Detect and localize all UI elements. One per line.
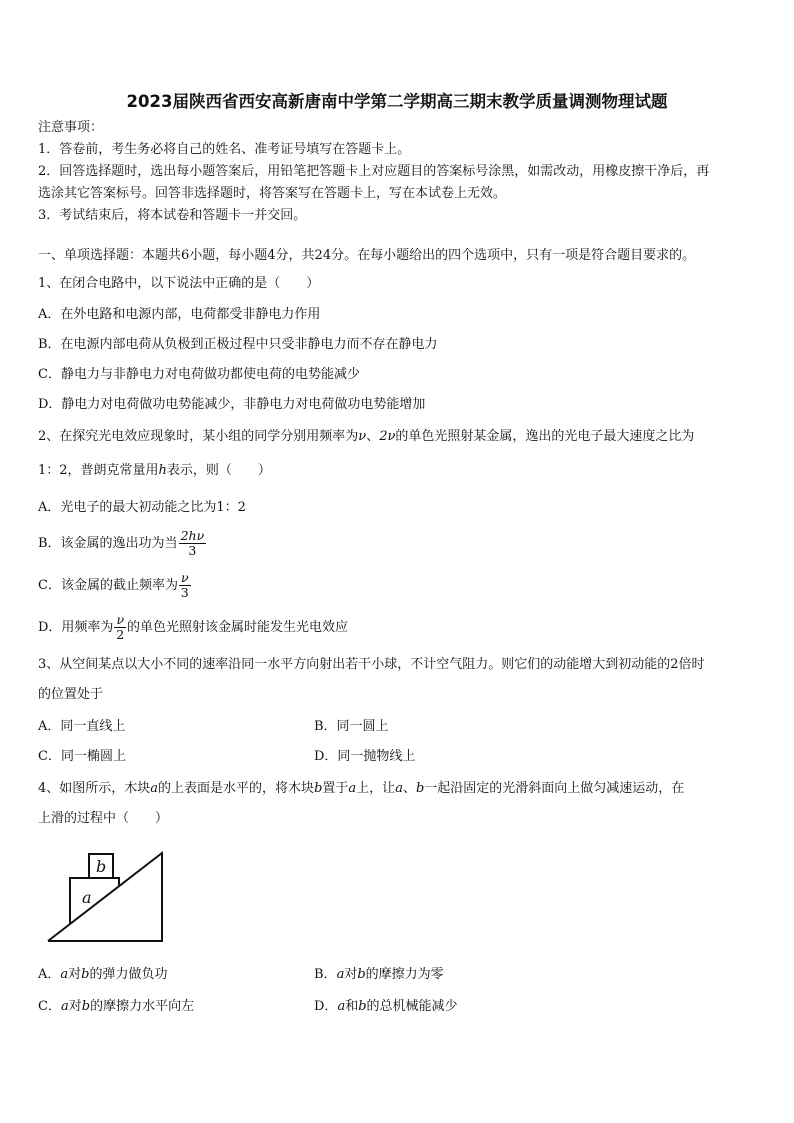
- notice-item-2-cont: 选涂其它答案标号。回答非选择题时，将答案写在答题卡上，写在本试卷上无效。: [38, 186, 507, 201]
- option-text: 的弹力做负功: [89, 967, 168, 982]
- notice-item-1: 1．答卷前，考生务必将自己的姓名、准考证号填写在答题卡上。: [38, 142, 411, 157]
- notice-heading: 注意事项：: [38, 120, 104, 135]
- fraction-denominator: 3: [188, 543, 197, 558]
- option-text: 的总机械能减少: [366, 999, 458, 1014]
- q4-stem-part: 的上表面是水平的，将木块: [158, 781, 315, 796]
- option-text: 和: [345, 999, 359, 1014]
- option-text: 对: [68, 967, 82, 982]
- q4-var-a: a: [337, 999, 346, 1014]
- q1-option-c: C．静电力与非静电力对电荷做功都使电荷的电势能减少: [38, 367, 360, 382]
- option-prefix: D．: [314, 999, 338, 1014]
- page-title: 2023届陕西省西安高新唐南中学第二学期高三期末教学质量调测物理试题: [126, 92, 668, 111]
- q1-option-b: B．在电源内部电荷从负极到正极过程中只受非静电力而不存在静电力: [38, 337, 438, 352]
- option-text: 的摩擦力为零: [365, 967, 444, 982]
- incline-figure: [42, 845, 172, 945]
- q3-option-b: B．同一圆上: [314, 719, 389, 734]
- q4-option-d: [314, 998, 458, 1016]
- fraction-numerator: ν: [180, 570, 189, 585]
- q2-b-text: B．该金属的逸出功为当: [38, 536, 178, 551]
- q4-var-b: b: [415, 781, 425, 796]
- q4-var-b: b: [358, 999, 367, 1014]
- option-prefix: A．: [38, 967, 61, 982]
- q2-sep: 、: [366, 429, 380, 444]
- fraction-denominator: 2: [116, 627, 125, 642]
- q4-var-b: b: [81, 999, 91, 1014]
- q2-d-text: 的单色光照射该金属时能发生光电效应: [127, 620, 349, 635]
- notice-item-3: 3．考试结束后，将本试卷和答题卡一并交回。: [38, 208, 307, 223]
- option-text: 对: [344, 967, 358, 982]
- q1-option-a: A．在外电路和电源内部，电荷都受非静电力作用: [38, 307, 321, 322]
- q3-option-d: D．同一抛物线上: [314, 749, 416, 764]
- q2-nu: ν: [358, 429, 367, 444]
- q2-option-a: A．光电子的最大初动能之比为1：2: [38, 500, 246, 515]
- section-heading: 一、单项选择题：本题共6小题，每小题4分，共24分。在每小题给出的四个选项中，只有一项是符合题目要求的。: [38, 248, 696, 263]
- q3-stem: 3、从空间某点以大小不同的速率沿同一水平方向射出若干小球，不计空气阻力。则它们的动能增大到初动能的2倍时: [38, 657, 705, 672]
- option-prefix: C．: [38, 999, 61, 1014]
- q4-stem-part: 4、如图所示，木块: [38, 781, 151, 796]
- q2-h: h: [158, 463, 167, 478]
- q2-d-text: D．用频率为: [38, 620, 114, 635]
- q3-option-c: C．同一椭圆上: [38, 749, 126, 764]
- q2-stem-part: 1：2，普朗克常量用: [38, 463, 159, 478]
- q2-option-d: [38, 610, 348, 646]
- q4-option-a: [38, 966, 168, 984]
- q4-var-a: a: [60, 967, 69, 982]
- q4-var-a: a: [395, 781, 403, 796]
- q3-stem-line2: 的位置处于: [38, 687, 104, 702]
- q2-option-b: [38, 526, 207, 562]
- q4-var-b: b: [81, 967, 90, 982]
- q3-option-a: A．同一直线上: [38, 719, 126, 734]
- q4-stem-part: 、: [402, 781, 416, 796]
- q2-stem-part: 2、在探究光电效应现象时，某小组的同学分别用频率为: [38, 429, 359, 444]
- q2-c-text: C．该金属的截止频率为: [38, 578, 178, 593]
- q4-stem: [38, 780, 684, 798]
- q1-option-d: D．静电力对电荷做功电势能减少，非静电力对电荷做功电势能增加: [38, 397, 426, 412]
- q2-d-fraction: [114, 613, 126, 642]
- q4-stem-part: 一起沿固定的光滑斜面向上做匀减速运动，在: [424, 781, 685, 796]
- q1-stem: 1、在闭合电路中，以下说法中正确的是（ ）: [38, 276, 320, 291]
- option-prefix: B．: [314, 967, 337, 982]
- option-text: 的摩擦力水平向左: [90, 999, 195, 1014]
- fraction-numerator: 2hν: [180, 528, 205, 543]
- q2-stem-part: 表示，则（ ）: [166, 463, 271, 478]
- q4-var-a: a: [348, 781, 357, 796]
- q2-stem-part: 的单色光照射某金属，逸出的光电子最大速度之比为: [395, 429, 695, 444]
- fraction-numerator: ν: [116, 612, 125, 627]
- q4-var-a: a: [60, 999, 69, 1014]
- notice-item-2: 2．回答选择题时，选出每小题答案后，用铅笔把答题卡上对应题目的答案标号涂黑，如需改动，用橡皮擦干净后，再: [38, 164, 710, 179]
- fraction-denominator: 3: [180, 585, 189, 600]
- label-a: a: [82, 888, 92, 907]
- q2-stem: [38, 428, 694, 446]
- q4-var-b: b: [314, 781, 323, 796]
- q4-stem-part: 置于: [322, 781, 349, 796]
- q2-two-nu: 2ν: [379, 429, 396, 444]
- q4-var-a: a: [150, 781, 159, 796]
- q2-c-fraction: [179, 571, 191, 600]
- q2-option-c: [38, 568, 192, 604]
- q2-b-fraction: [179, 529, 207, 558]
- q4-stem-part: 上，让: [356, 781, 396, 796]
- option-text: 对: [68, 999, 82, 1014]
- label-b: b: [96, 857, 107, 876]
- q4-option-c: [38, 998, 194, 1016]
- q4-var-b: b: [357, 967, 366, 982]
- q2-stem-line2: [38, 462, 271, 480]
- q4-var-a: a: [336, 967, 345, 982]
- q4-stem-line2: 上滑的过程中（ ）: [38, 811, 169, 826]
- q4-option-b: [314, 966, 444, 984]
